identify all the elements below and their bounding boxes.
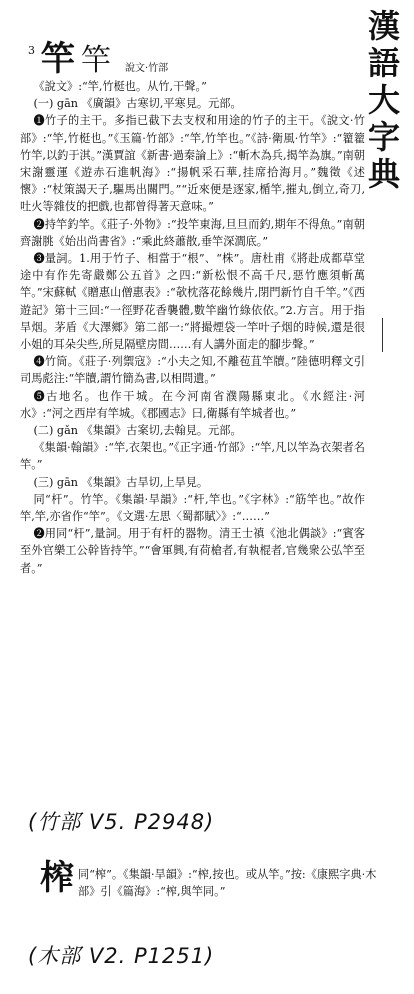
entry-text: 同“榨”。《集韻·旱韻》:“榨,按也。或从竿。”按:《康熙字典·木部》引《篇海》:“榨,與竿同。” bbox=[78, 868, 377, 898]
title-char: 語 bbox=[367, 44, 400, 82]
title-char: 字 bbox=[367, 118, 400, 156]
title-char: 大 bbox=[367, 81, 400, 119]
entry-line: ❺古地名。也作干城。在今河南省濮陽縣東北。《水經注·河水》:“河之西岸有竿城。《郡國志》曰,衛縣有竿城者也。” bbox=[20, 389, 365, 420]
entry-line: ❹竹筒。《莊子·列禦寇》:“小夫之知,不離苞苴竿牘。”陸德明釋文引司馬彪注:“竿牘,謂竹簡為書,以相問遺。” bbox=[20, 355, 365, 386]
entry-line: ❸量詞。1.用于竹子、相當于“根”、“株”。唐杜甫《將赴成都草堂途中有作先寄嚴鄭公五首》之四:“新松恨不高千尺,惡竹應須斬萬竿。”宋蘇軾《贈惠山僧惠表》:“欹枕落花餘幾片,閉門新竹自千竿。”《西遊記》第十三回:“一徑野花香襲體,數竿幽竹綠依依。”2.方言。用于指旱烟。茅盾《大澤鄉》第二部一:“將撮煙袋一竿叶子烟的時候,還是很小姐的耳朵尖些,所見隔壁房間……有人講外面走的腳步聲。” bbox=[20, 252, 365, 352]
dictionary-title bbox=[364, 8, 404, 193]
entry-line: (一) gān 《廣韻》古寒切,平寒見。元部。 bbox=[33, 97, 242, 111]
entry-body bbox=[20, 78, 365, 577]
handwritten-annotation: (竹部 V5. P2948) bbox=[28, 810, 215, 834]
entry-line: 《集韻·翰韻》:“竿,衣架也。”《正字通·竹部》:“竿,凡以竿為衣架者名竿。” bbox=[20, 441, 365, 472]
entry-line: 《說文》:“竿,竹梃也。从竹,干聲。” bbox=[33, 80, 207, 93]
headword-character: 榨 bbox=[40, 858, 74, 898]
entry-line: ❶竹子的主干。多指已截下去支杈和用途的竹子的主干。《說文·竹部》:“竿,竹梃也。”《玉篇·竹部》:“竿,竹竿也。”《詩·衛風·竹竿》:“籊籊竹竿,以釣于淇。”漢賈誼《新書·過秦論上》:“斬木為兵,揭竿為旗。”南朝宋謝靈運《遊赤石進帆海》:“揚帆采石華,挂席拾海月。”魏徵《述懷》:“杖策謁天子,驅馬出關門。”“近來便是逐家,楯竿,摧丸,倒立,奇刀,吐火等雜伎的把戲,也都曾得著天意味。” bbox=[20, 114, 365, 214]
entry-line: ❷用同“杆”,量詞。用于有杆的器物。清王士禛《池北偶談》:“賓客至外官樂工公幹皆持竿。”“會軍興,有荷槍者,有執棍者,官幾衆公弘竿至者。” bbox=[20, 527, 365, 575]
entry-stroke-number: 3 bbox=[28, 44, 35, 57]
dictionary-entry-second bbox=[40, 860, 380, 900]
entry-line: 同“杆”。竹竿。《集韻·旱韻》:“杆,竿也。”《字林》:“筋竿也。”故作竿,竿,亦省作“竿”。《文選·左思〈蜀都賦〉》:“……” bbox=[20, 492, 365, 524]
handwritten-annotation: (木部 V2. P1251) bbox=[28, 944, 215, 968]
headword-character: 竿 bbox=[41, 39, 75, 79]
entry-head bbox=[28, 40, 365, 78]
entry-line: ❷持竿釣竿。《莊子·外物》:“投竿東海,旦旦而釣,期年不得魚。”南朝齊謝朓《始出尚書省》:“乘此終蕭散,垂竿深澗底。” bbox=[20, 217, 365, 248]
title-char: 漢 bbox=[367, 7, 400, 45]
title-char: 典 bbox=[367, 155, 400, 193]
entry-line: (二) gǎn 《集韻》古案切,去翰見。元部。 bbox=[33, 424, 242, 438]
seal-script-character: 竿 bbox=[81, 43, 111, 78]
dictionary-entry-gan bbox=[20, 40, 365, 577]
entry-source: 說文·竹部 bbox=[125, 63, 169, 74]
margin-mark bbox=[382, 318, 383, 352]
entry-line: (三) gān 《集韻》古旱切,上旱見。 bbox=[33, 475, 209, 489]
